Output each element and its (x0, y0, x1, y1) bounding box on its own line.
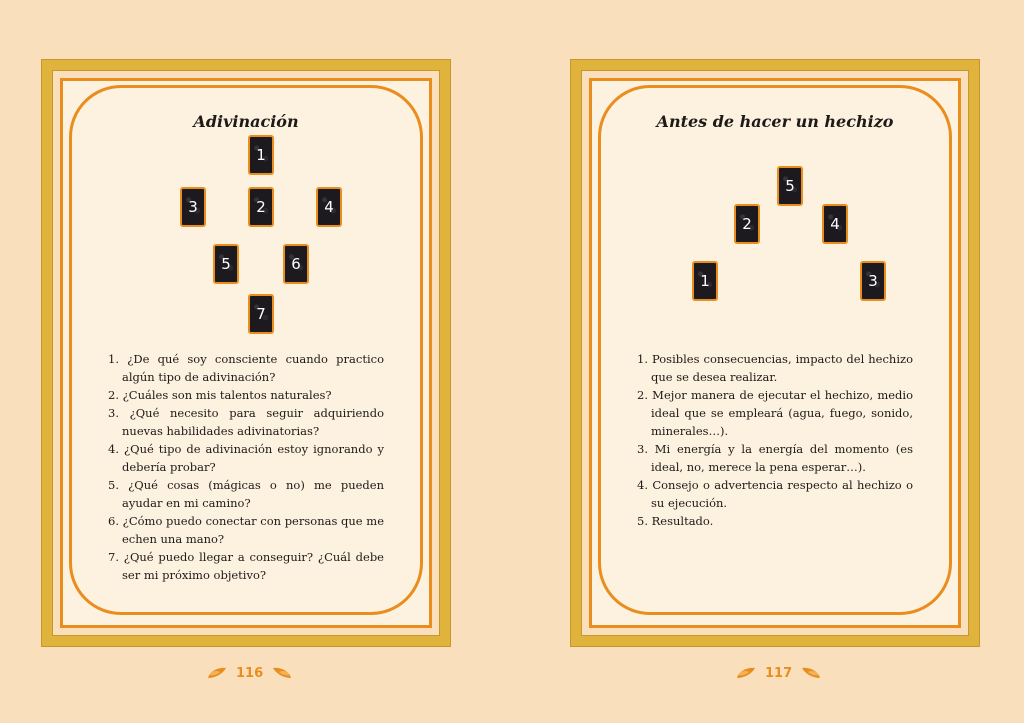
list-item: 2. ¿Cuáles son mis talentos naturales? (108, 388, 332, 402)
card-4: 4 (822, 204, 848, 244)
right-page-frame (589, 78, 961, 628)
leaf-icon (800, 666, 822, 680)
list-item: 3. Mi energía y la energía del momento (es ideal, no, merece la pena esperar…). (637, 442, 913, 474)
list-item: 4. Consejo o advertencia respecto al hechizo o su ejecución. (637, 478, 913, 510)
page-number-text: 116 (236, 665, 264, 681)
right-page-number (735, 663, 822, 683)
left-page-frame (60, 78, 432, 628)
list-item: 3. ¿Qué necesito para seguir adquiriendo nuevas habilidades adivinatorias? (108, 406, 384, 438)
left-question-list (108, 350, 384, 584)
leaf-icon (206, 666, 228, 680)
list-item: 2. Mejor manera de ejecutar el hechizo, medio ideal que se empleará (agua, fuego, sonido, minerales…). (637, 388, 913, 438)
card-1: 1 (692, 261, 718, 301)
right-page (571, 60, 979, 646)
card-7: 7 (248, 294, 274, 334)
left-page-arch (69, 85, 423, 615)
card-5: 5 (777, 166, 803, 206)
card-2: 2 (734, 204, 760, 244)
list-item: 7. ¿Qué puedo llegar a conseguir? ¿Cuál debe ser mi próximo objetivo? (108, 550, 384, 582)
card-3: 3 (180, 187, 206, 227)
card-3: 3 (860, 261, 886, 301)
right-page-arch (598, 85, 952, 615)
list-item: 1. ¿De qué soy consciente cuando practico algún tipo de adivinación? (108, 352, 384, 384)
right-page-title: Antes de hacer un hechizo (656, 112, 894, 131)
card-4: 4 (316, 187, 342, 227)
card-2: 2 (248, 187, 274, 227)
card-6: 6 (283, 244, 309, 284)
left-page-title: Adivinación (193, 112, 299, 131)
card-1: 1 (248, 135, 274, 175)
list-item: 6. ¿Cómo puedo conectar con personas que me echen una mano? (108, 514, 384, 546)
right-item-list (637, 350, 913, 530)
leaf-icon (735, 666, 757, 680)
left-page (42, 60, 450, 646)
list-item: 1. Posibles consecuencias, impacto del hechizo que se desea realizar. (637, 352, 913, 384)
leaf-icon (271, 666, 293, 680)
list-item: 4. ¿Qué tipo de adivinación estoy ignorando y debería probar? (108, 442, 384, 474)
page-number-text: 117 (765, 665, 793, 681)
list-item: 5. Resultado. (637, 514, 714, 528)
list-item: 5. ¿Qué cosas (mágicas o no) me pueden ayudar en mi camino? (108, 478, 384, 510)
card-5: 5 (213, 244, 239, 284)
left-page-number (206, 663, 293, 683)
